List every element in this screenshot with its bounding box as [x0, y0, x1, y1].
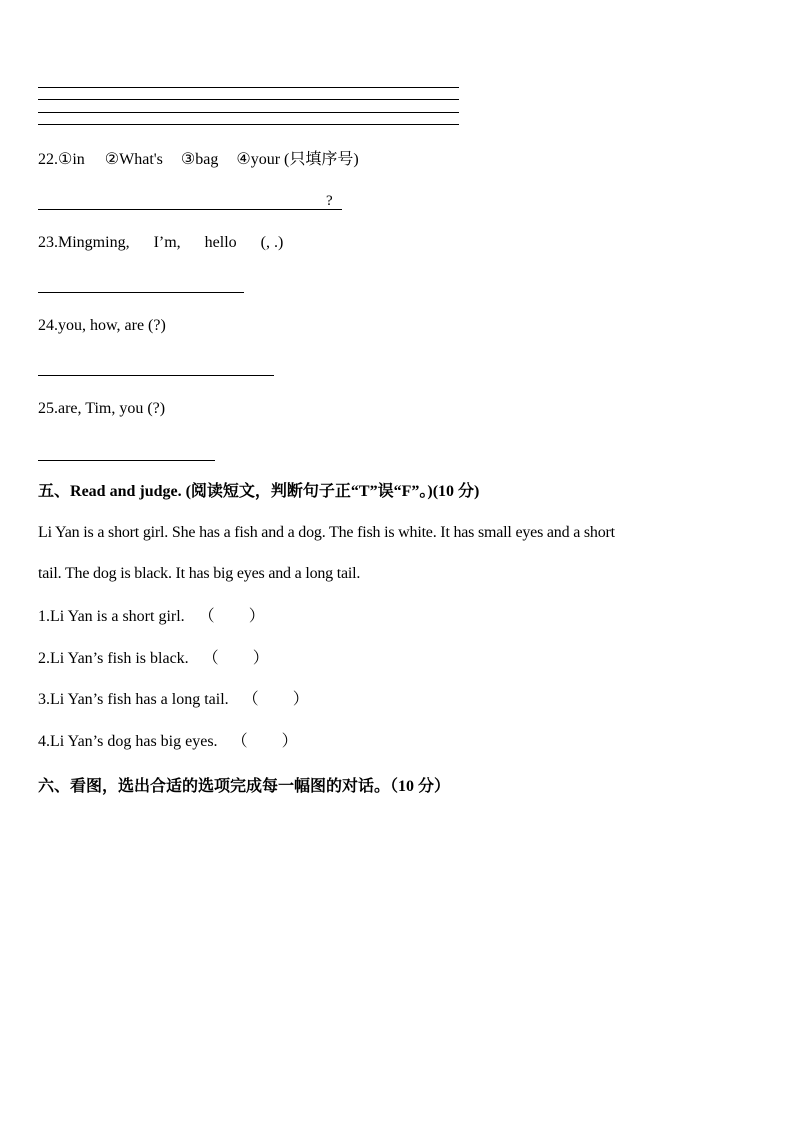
answer-line[interactable] [38, 209, 342, 210]
answer-paren-close: ） [252, 650, 269, 667]
section-label: 五、 [38, 483, 71, 500]
question-22 [38, 150, 359, 170]
writing-line [38, 112, 459, 113]
option-2: ②What's [104, 151, 163, 168]
question-text: are, Tim, you (?) [58, 400, 166, 417]
judge-item-text: 3.Li Yan’s fish has a long tail. [38, 691, 229, 708]
answer-line[interactable] [38, 292, 244, 293]
word: hello [204, 234, 237, 251]
answer-paren-open[interactable]: （ [242, 691, 259, 708]
answer-paren-close: ） [281, 733, 298, 750]
answer-line[interactable] [38, 375, 274, 376]
judge-item-3 [38, 690, 309, 710]
answer-line[interactable] [38, 460, 215, 461]
passage-line: Li Yan is a short girl. She has a fish and a dog. The fish is white. It has small eyes and a short [38, 524, 615, 541]
judge-item-text: 1.Li Yan is a short girl. [38, 608, 185, 625]
question-number: 25. [38, 400, 58, 417]
answer-paren-open[interactable]: （ [198, 608, 215, 625]
question-24 [38, 316, 166, 336]
judge-item-2 [38, 649, 269, 669]
section-title-cn: (阅读短文，判断句子正“T”误“F”。)(10 分) [185, 483, 480, 500]
option-3: ③bag [180, 151, 219, 168]
question-number: 22. [38, 151, 58, 168]
answer-paren-close: ） [248, 608, 265, 625]
instruction-note: (只填序号) [284, 151, 359, 168]
question-number: 24. [38, 317, 58, 334]
answer-paren-open[interactable]: （ [231, 733, 248, 750]
punctuation-hint: (, .) [260, 234, 284, 251]
question-number: 23. [38, 234, 58, 251]
answer-paren-close: ） [292, 691, 309, 708]
section-title-en: Read and judge. [70, 483, 182, 500]
judge-item-text: 4.Li Yan’s dog has big eyes. [38, 733, 218, 750]
section-5-heading [38, 482, 479, 502]
writing-line [38, 87, 459, 88]
passage-line: tail. The dog is black. It has big eyes and a long tail. [38, 565, 361, 582]
option-1: ①in [58, 151, 85, 168]
word: I’m, [153, 234, 181, 251]
option-4: ④your [236, 151, 281, 168]
answer-paren-open[interactable]: （ [202, 650, 219, 667]
judge-item-text: 2.Li Yan’s fish is black. [38, 650, 189, 667]
writing-line [38, 99, 459, 100]
writing-line [38, 124, 459, 125]
section-6-heading [38, 777, 450, 797]
question-text: you, how, are (?) [58, 317, 166, 334]
section-title: 六、看图，选出合适的选项完成每一幅图的对话。（10 分） [38, 778, 451, 795]
question-23 [38, 233, 283, 253]
judge-item-1 [38, 607, 265, 627]
question-25 [38, 399, 165, 419]
answer-question-mark: ? [326, 193, 333, 209]
word: Mingming, [58, 234, 130, 251]
judge-item-4 [38, 732, 298, 752]
